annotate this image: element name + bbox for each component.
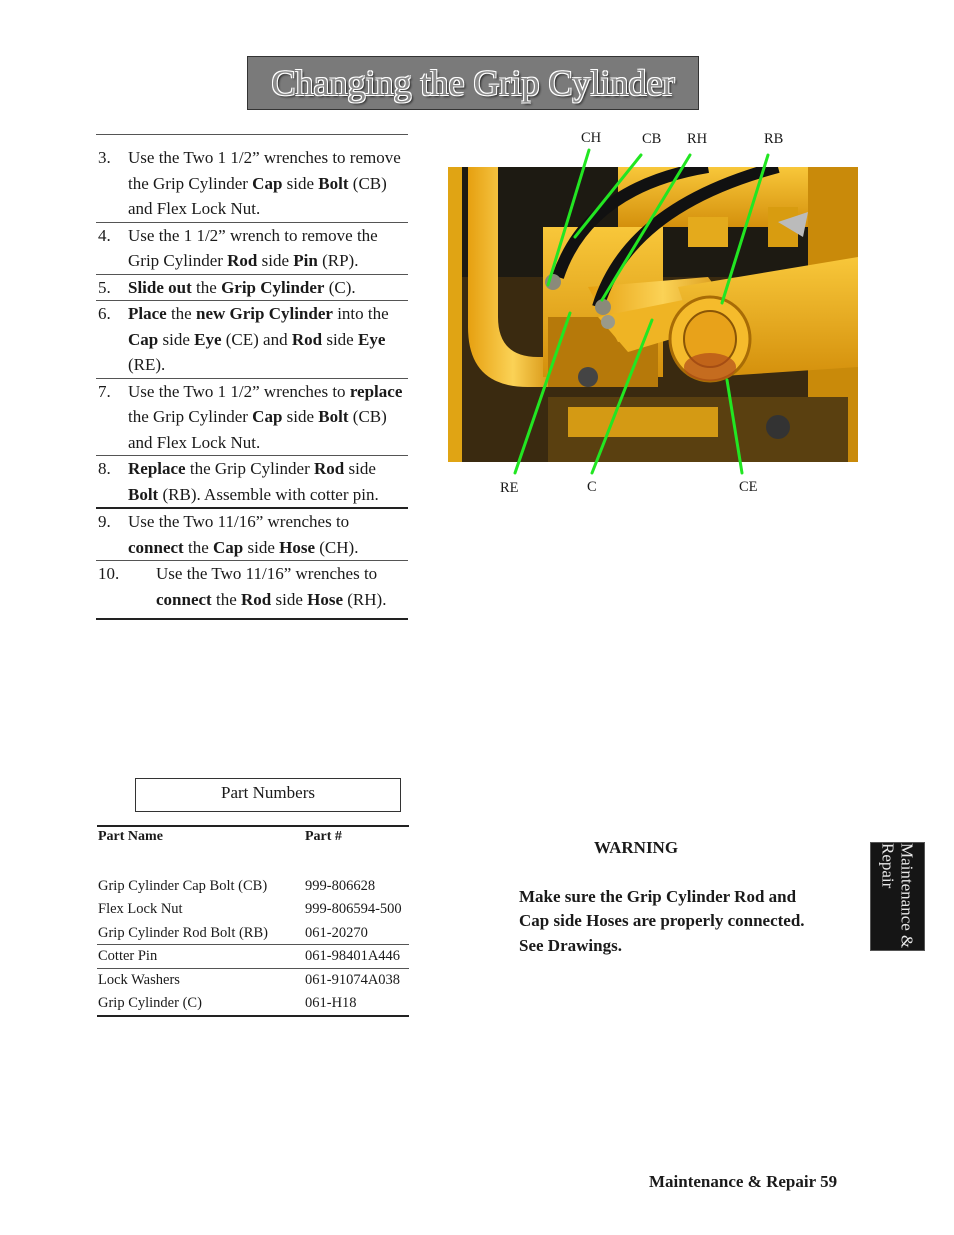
table-row: [97, 922, 409, 945]
step-text-run: (RP).: [317, 251, 359, 270]
part-number-cell: 999-806628: [305, 878, 376, 894]
callout-c: C: [587, 479, 597, 495]
step-text-run: (C).: [324, 277, 356, 297]
warning-body: Make sure the Grip Cylinder Rod and Cap side Hoses are properly connected. See Drawings.: [519, 886, 805, 955]
parts-table-header: [97, 827, 409, 875]
step-8: [96, 456, 408, 509]
grip-cylinder-photo: [448, 167, 858, 462]
part-number-cell: 999-806594-500: [305, 901, 402, 918]
part-number-cell: 061-H18: [305, 994, 357, 1011]
part-name-cell: Grip Cylinder Rod Bolt (RB): [98, 924, 268, 941]
part-name-cell: Lock Washers: [98, 971, 180, 988]
parts-table: [97, 825, 409, 1017]
step-text-run: the Grip Cylinder: [185, 459, 315, 478]
step-number: 6.: [98, 304, 111, 323]
step-text: [128, 223, 408, 274]
header-part-number: Part #: [305, 829, 342, 844]
part-numbers-heading: Part Numbers: [135, 778, 401, 812]
step-text-run: side: [271, 589, 308, 609]
callout-ch: CH: [581, 130, 602, 146]
step-number: 8.: [98, 459, 111, 478]
step-emphasis: Cap: [213, 537, 244, 557]
step-text-run: Use the Two 1 1/2” wrenches to remove the Grip Cylinder: [128, 148, 401, 193]
step-text: [128, 275, 408, 301]
part-name-cell: Grip Cylinder Cap Bolt (CB): [98, 878, 268, 894]
page-title: Changing the Grip Cylinder: [271, 63, 675, 103]
grip-cylinder-photo-drawing: [448, 167, 858, 462]
step-text-run: Use the 1 1/2” wrench to remove the Grip Cylinder: [128, 225, 378, 270]
step-emphasis: Hose: [307, 589, 344, 609]
step-text-run: (CH).: [315, 537, 359, 557]
step-emphasis: Slide out: [128, 277, 192, 297]
step-number: 10.: [98, 564, 120, 583]
callout-ce: CE: [739, 479, 758, 495]
part-number-cell: 061-98401A446: [305, 948, 401, 965]
step-text-run: the: [183, 537, 213, 557]
step-text: [128, 301, 408, 378]
step-text-run: Use the Two 11/16” wrenches to: [128, 512, 350, 531]
step-emphasis: Rod: [227, 251, 258, 270]
step-text: [128, 509, 408, 560]
step-5: [96, 275, 408, 302]
step-emphasis: Bolt: [318, 407, 349, 426]
step-number: 3.: [98, 148, 111, 167]
title-banner: [247, 56, 699, 110]
warning-note: [519, 836, 819, 958]
callout-rb: RB: [764, 131, 784, 147]
step-emphasis: connect: [156, 589, 212, 609]
step-number: 5.: [98, 277, 111, 297]
step-text-run: (CE) and: [221, 329, 292, 349]
table-row: [97, 898, 409, 921]
step-emphasis: Replace: [128, 459, 186, 478]
step-text-run: side: [282, 407, 319, 426]
step-text-run: side: [344, 459, 376, 478]
step-emphasis: Hose: [279, 537, 316, 557]
step-emphasis: Cap: [128, 329, 159, 349]
step-text-run: (RE).: [128, 355, 166, 374]
step-text-run: (RB). Assemble with cotter pin.: [158, 484, 379, 504]
callout-rh: RH: [687, 131, 708, 147]
step-emphasis: Rod: [291, 329, 323, 349]
step-emphasis: Rod: [241, 589, 272, 609]
warning-title: WARNING: [594, 838, 679, 857]
step-text-run: the: [166, 304, 196, 323]
step-text-run: the Grip Cylinder: [128, 407, 253, 426]
step-text-run: side: [257, 251, 294, 270]
part-name-cell: Cotter Pin: [98, 948, 158, 965]
step-text: [156, 561, 408, 612]
table-row: [97, 992, 409, 1015]
step-text-run: (CB) and Flex Lock Nut.: [128, 173, 387, 218]
step-text-run: side: [243, 537, 280, 557]
section-tab-label: Maintenance & Repair: [878, 843, 917, 949]
callout-cb: CB: [642, 131, 662, 147]
step-6: [96, 301, 408, 379]
section-tab: [870, 842, 925, 951]
step-emphasis: Rod: [314, 459, 345, 478]
step-text-run: side: [158, 329, 195, 349]
step-3: [96, 135, 408, 223]
step-emphasis: Grip Cylinder: [221, 277, 325, 297]
step-10: [96, 561, 408, 620]
step-7: [96, 379, 408, 457]
step-emphasis: Eye: [357, 329, 386, 349]
step-text-run: (RH).: [343, 589, 387, 609]
step-emphasis: Place: [128, 304, 167, 323]
step-text: [128, 379, 408, 456]
step-text: [128, 456, 408, 507]
part-number-cell: 061-91074A038: [305, 971, 401, 988]
step-text-run: the: [191, 277, 222, 297]
part-number-cell: 061-20270: [305, 924, 368, 941]
step-emphasis: Eye: [194, 329, 222, 349]
step-text-run: (CB) and Flex Lock Nut.: [128, 407, 387, 452]
callout-re: RE: [500, 480, 519, 496]
step-9: [96, 509, 408, 561]
part-name-cell: Grip Cylinder (C): [98, 994, 202, 1011]
step-number: 9.: [98, 512, 111, 531]
page-footer: Maintenance & Repair 59: [649, 1172, 838, 1191]
step-emphasis: Cap: [252, 407, 283, 426]
step-text-run: Use the Two 11/16” wrenches to: [156, 564, 378, 583]
step-emphasis: Cap: [252, 173, 283, 193]
step-emphasis: Bolt: [318, 173, 349, 193]
step-text: [128, 145, 408, 222]
step-text-run: side: [282, 173, 319, 193]
step-emphasis: replace: [349, 381, 403, 401]
step-emphasis: new Grip Cylinder: [195, 304, 333, 323]
step-emphasis: Bolt: [128, 484, 159, 504]
header-part-name: Part Name: [98, 829, 163, 844]
step-emphasis: Pin: [293, 251, 318, 270]
part-name-cell: Flex Lock Nut: [98, 901, 183, 918]
table-row: [97, 945, 409, 968]
step-text-run: into the: [332, 304, 389, 323]
table-row: [97, 969, 409, 992]
step-text-run: side: [322, 329, 358, 349]
procedure-steps: [96, 134, 408, 620]
step-number: 4.: [98, 225, 111, 245]
step-text-run: Use the Two 1 1/2” wrenches to: [128, 381, 350, 401]
step-4: [96, 223, 408, 275]
step-number: 7.: [98, 381, 111, 401]
step-emphasis: connect: [128, 537, 184, 557]
step-text-run: the: [211, 589, 241, 609]
table-row: [97, 875, 409, 898]
